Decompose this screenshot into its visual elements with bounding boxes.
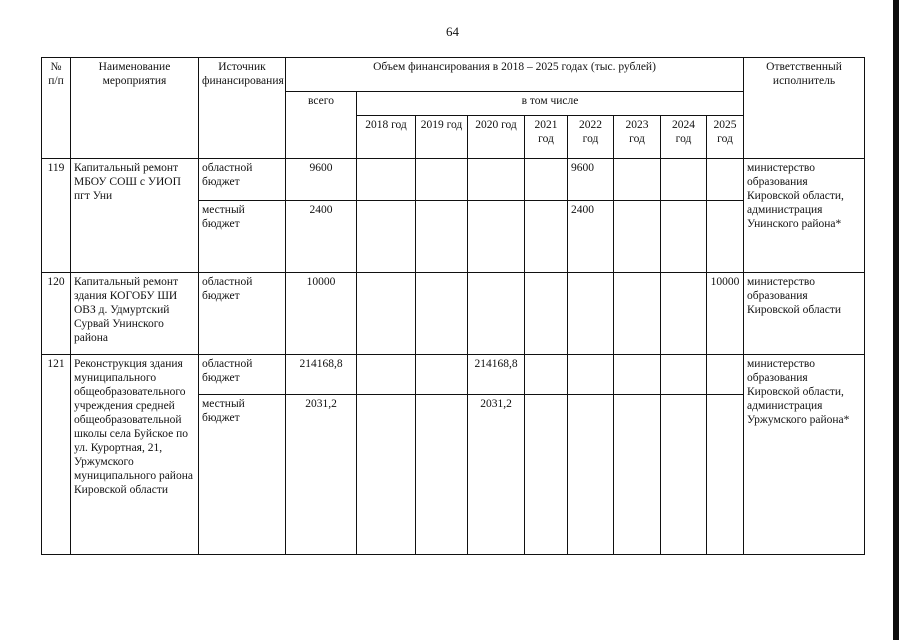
- year-cell: 2031,2: [468, 395, 525, 555]
- header-including: в том числе: [357, 92, 744, 116]
- header-year: 2020 год: [468, 116, 525, 159]
- row-responsible: министерство образования Кировской области, администрация Унинского района*: [744, 159, 865, 273]
- row-source: областной бюджет: [199, 273, 286, 355]
- year-cell: 214168,8: [468, 355, 525, 395]
- year-cell: [707, 159, 744, 201]
- page-number: 64: [446, 24, 459, 39]
- year-cell: [568, 273, 614, 355]
- year-cell: [707, 201, 744, 273]
- row-total: 214168,8: [286, 355, 357, 395]
- year-cell: [661, 201, 707, 273]
- year-cell: [661, 395, 707, 555]
- table-row: [42, 355, 865, 395]
- table-row: [42, 159, 865, 201]
- year-cell: [357, 395, 416, 555]
- year-cell: 10000: [707, 273, 744, 355]
- row-source: областной бюджет: [199, 355, 286, 395]
- row-name: Капитальный ремонт МБОУ СОШ с УИОП пгт Уни: [71, 159, 199, 273]
- year-cell: [416, 201, 468, 273]
- table-row: [42, 273, 865, 355]
- year-cell: [468, 201, 525, 273]
- year-cell: [468, 273, 525, 355]
- year-cell: [568, 395, 614, 555]
- year-cell: [568, 355, 614, 395]
- header-source: Источник финансирования: [199, 58, 286, 159]
- header-year: 2025 год: [707, 116, 744, 159]
- year-cell: [416, 395, 468, 555]
- year-cell: [661, 355, 707, 395]
- header-year: 2019 год: [416, 116, 468, 159]
- row-responsible: министерство образования Кировской области, администрация Уржумского района*: [744, 355, 865, 555]
- year-cell: [468, 159, 525, 201]
- row-source: местный бюджет: [199, 395, 286, 555]
- year-cell: [614, 273, 661, 355]
- row-name: Реконструкция здания муниципального общеобразовательного учреждения средней общеобразовательной школы села Буйское по ул. Курортная, 21, Уржумского муниципального района Кировской области: [71, 355, 199, 555]
- header-total: всего: [286, 92, 357, 159]
- year-cell: [416, 159, 468, 201]
- year-cell: [525, 159, 568, 201]
- year-cell: [525, 201, 568, 273]
- year-cell: [357, 201, 416, 273]
- year-cell: [416, 273, 468, 355]
- row-number: 121: [42, 355, 71, 555]
- row-number: 120: [42, 273, 71, 355]
- row-number: 119: [42, 159, 71, 273]
- year-cell: [357, 355, 416, 395]
- row-total: 2400: [286, 201, 357, 273]
- row-responsible: министерство образования Кировской области: [744, 273, 865, 355]
- year-cell: [707, 355, 744, 395]
- year-cell: [525, 355, 568, 395]
- header-year: 2023 год: [614, 116, 661, 159]
- header-name: Наименование мероприятия: [71, 58, 199, 159]
- year-cell: 9600: [568, 159, 614, 201]
- year-cell: [357, 273, 416, 355]
- row-name: Капитальный ремонт здания КОГОБУ ШИ ОВЗ д. Удмуртский Сурвай Унинского района: [71, 273, 199, 355]
- scan-edge: [893, 0, 899, 640]
- header-volume: Объем финансирования в 2018 – 2025 годах (тыс. рублей): [286, 58, 744, 92]
- year-cell: [416, 355, 468, 395]
- year-cell: [661, 159, 707, 201]
- row-source: областной бюджет: [199, 159, 286, 201]
- header-responsible: Ответственный исполнитель: [744, 58, 865, 159]
- header-year: 2018 год: [357, 116, 416, 159]
- row-total: 2031,2: [286, 395, 357, 555]
- year-cell: [614, 395, 661, 555]
- financing-table: [41, 57, 865, 555]
- year-cell: 2400: [568, 201, 614, 273]
- year-cell: [357, 159, 416, 201]
- header-number: № п/п: [42, 58, 71, 159]
- header-year: 2024 год: [661, 116, 707, 159]
- row-total: 9600: [286, 159, 357, 201]
- year-cell: [707, 395, 744, 555]
- header-year: 2021 год: [525, 116, 568, 159]
- year-cell: [614, 355, 661, 395]
- row-source: местный бюджет: [199, 201, 286, 273]
- year-cell: [525, 395, 568, 555]
- year-cell: [525, 273, 568, 355]
- year-cell: [614, 159, 661, 201]
- year-cell: [661, 273, 707, 355]
- row-total: 10000: [286, 273, 357, 355]
- header-year: 2022 год: [568, 116, 614, 159]
- year-cell: [614, 201, 661, 273]
